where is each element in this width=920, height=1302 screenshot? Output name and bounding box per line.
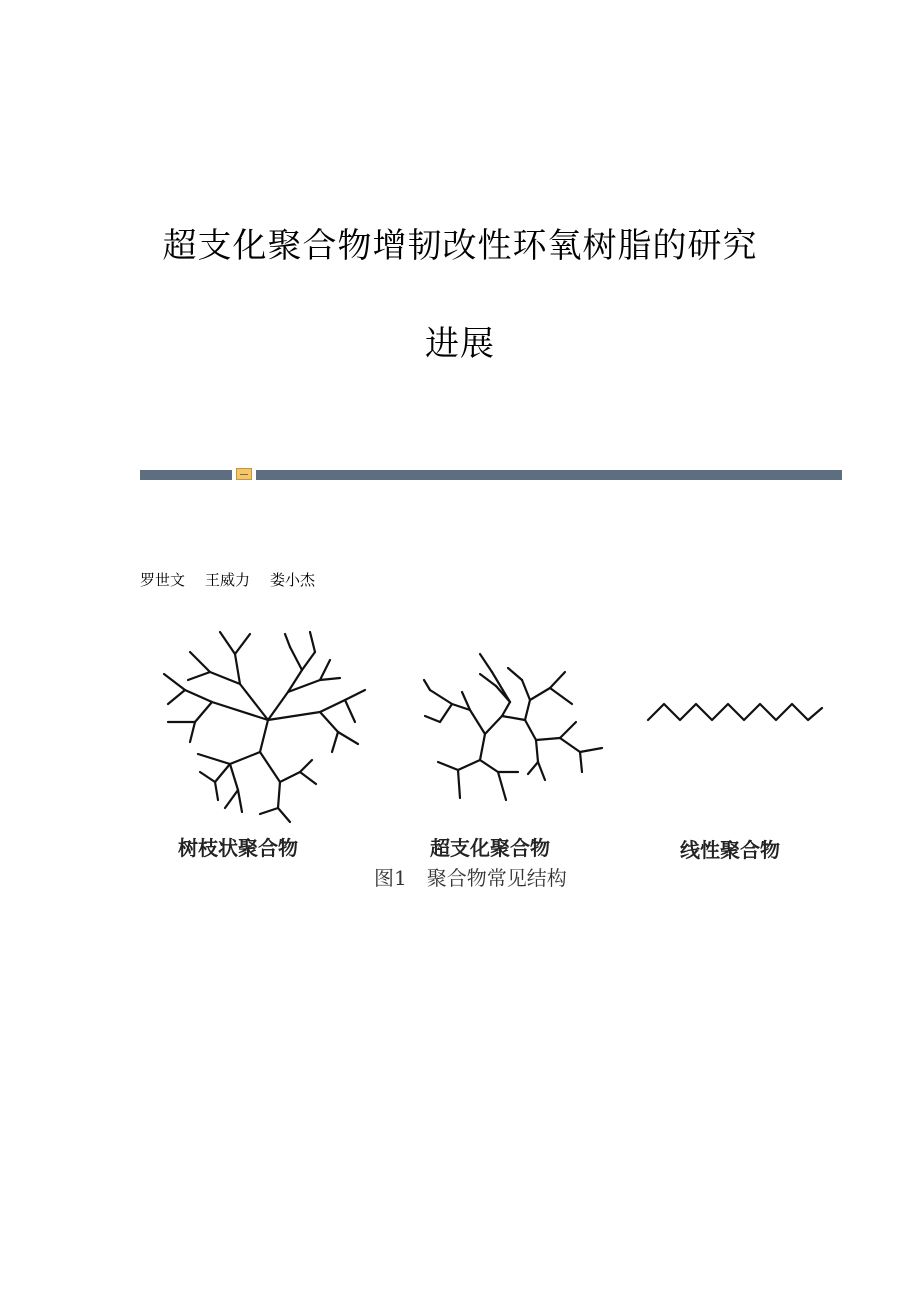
folder-icon: [236, 468, 252, 480]
author-name: 王威力: [205, 571, 251, 589]
hyperbranched-structure: [424, 654, 602, 800]
dendritic-label: 树枝状聚合物: [178, 836, 298, 860]
title-divider-left: [140, 470, 232, 480]
document-title-line-1: 超支化聚合物增韧改性环氧树脂的研究: [162, 226, 758, 266]
dendritic-structure: [164, 632, 365, 822]
title-divider-right: [256, 470, 842, 480]
linear-label: 线性聚合物: [680, 838, 780, 862]
document-title-line-2: 进展: [425, 324, 495, 364]
linear-zigzag: [648, 704, 822, 720]
polymer-structures-figure: [140, 612, 840, 902]
author-name: 娄小杰: [270, 571, 316, 589]
figure-caption: 图1 聚合物常见结构: [374, 866, 567, 890]
author-list: [140, 569, 315, 590]
hyperbranched-label: 超支化聚合物: [430, 836, 550, 860]
author-name: 罗世文: [140, 571, 186, 589]
